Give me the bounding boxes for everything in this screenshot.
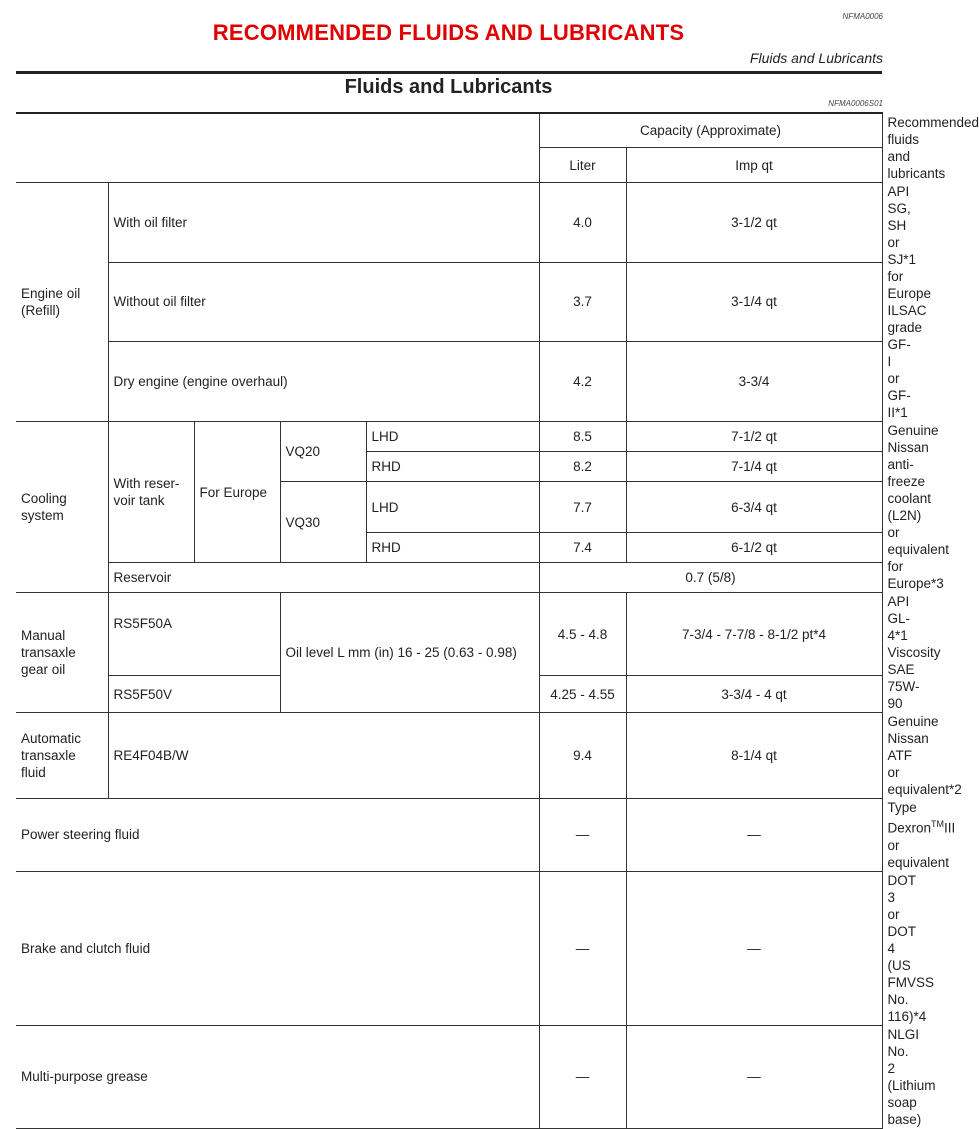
liter-cell: 7.7	[539, 482, 626, 533]
table-row: Automatic transaxle fluid RE4F04B/W 9.4 8-1/4 qt Genuine Nissan ATF or equivalent*2	[16, 713, 882, 799]
automatic-label: Automatic transaxle fluid	[16, 713, 108, 799]
dexron-text: Type Dexron	[887, 800, 932, 836]
vq20-label: VQ20	[280, 422, 366, 482]
impqt-cell: —	[626, 871, 882, 1025]
vq30-label: VQ30	[280, 482, 366, 563]
page-title: RECOMMENDED FLUIDS AND LUBRICANTS	[212, 20, 685, 45]
manual-label: Manual transaxle gear oil	[16, 593, 108, 713]
liter-cell: —	[539, 871, 626, 1025]
header-impqt: Imp qt	[626, 148, 882, 183]
oil-level-label: Oil level L mm (in) 16 - 25 (0.63 - 0.98)	[280, 593, 539, 713]
table-row: Cooling system With reser- voir tank For Europe VQ20 LHD 8.5 7-1/2 qt Genuine Nissan anti-freeze coolant (L2N) or equivalent for Europe*3	[16, 422, 882, 452]
with-reservoir-label: With reser- voir tank	[108, 422, 194, 563]
impqt-cell: 7-1/2 qt	[626, 422, 882, 452]
impqt-cell: 7-1/4 qt	[626, 452, 882, 482]
row-label: Dry engine (engine overhaul)	[108, 342, 539, 422]
doc-code: NFMA0006	[842, 12, 883, 21]
side-label: RHD	[366, 452, 539, 482]
table-row	[16, 342, 882, 422]
header-blank	[16, 113, 539, 183]
table-title: Fluids and Lubricants	[344, 76, 553, 98]
section-label: Fluids and Lubricants	[749, 50, 883, 66]
impqt-cell: —	[626, 1025, 882, 1128]
row-label: Without oil filter	[108, 262, 539, 342]
liter-cell: 4.0	[539, 183, 626, 263]
side-label: LHD	[366, 482, 539, 533]
table-row	[16, 563, 882, 593]
side-label: RHD	[366, 533, 539, 563]
model-label: RE4F04B/W	[108, 713, 539, 799]
liter-cell: —	[539, 1025, 626, 1128]
liter-cell: 8.5	[539, 422, 626, 452]
liter-cell: 8.2	[539, 452, 626, 482]
liter-cell: 4.5 - 4.8	[539, 593, 626, 676]
grease-label: Multi-purpose grease	[16, 1025, 539, 1128]
trademark-mark: TM	[931, 819, 945, 829]
dexron-suffix: III or equivalent	[887, 820, 956, 870]
table-row: Manual transaxle gear oil RS5F50A Oil level L mm (in) 16 - 25 (0.63 - 0.98) 4.5 - 4.8 7-3/4 - 7-7/8 - 8-1/2 pt*4 API GL-4*1 Viscosity SAE 75W-90	[16, 593, 882, 676]
reservoir-label: Reservoir	[108, 563, 539, 593]
side-label: LHD	[366, 422, 539, 452]
power-steering-label: Power steering fluid	[16, 799, 539, 872]
header-capacity: Capacity (Approximate)	[539, 113, 882, 148]
table-row	[16, 799, 882, 872]
impqt-cell: 3-1/4 qt	[626, 262, 882, 342]
liter-cell: 7.4	[539, 533, 626, 563]
liter-cell: 4.2	[539, 342, 626, 422]
for-europe-label: For Europe	[194, 422, 280, 563]
model-label: RS5F50A	[108, 593, 280, 676]
liter-cell: 9.4	[539, 713, 626, 799]
impqt-cell: 8-1/4 qt	[626, 713, 882, 799]
impqt-cell: 7-3/4 - 7-7/8 - 8-1/2 pt*4	[626, 593, 882, 676]
impqt-cell: 6-1/2 qt	[626, 533, 882, 563]
table-row	[16, 262, 882, 342]
reservoir-value: 0.7 (5/8)	[539, 563, 882, 593]
table-code: NFMA0006S01	[828, 99, 883, 108]
engine-oil-label: Engine oil (Refill)	[16, 183, 108, 422]
header-row: Capacity (Approximate) Recommended fluids and lubricants	[16, 113, 882, 148]
impqt-cell: 6-3/4 qt	[626, 482, 882, 533]
impqt-cell: 3-1/2 qt	[626, 183, 882, 263]
liter-cell: 4.25 - 4.55	[539, 676, 626, 713]
table-row: Multi-purpose grease — — NLGI No. 2 (Lithium soap base)	[16, 1025, 882, 1128]
impqt-cell: 3-3/4 - 4 qt	[626, 676, 882, 713]
fluids-table	[16, 112, 979, 1129]
model-label: RS5F50V	[108, 676, 280, 713]
brake-label: Brake and clutch fluid	[16, 871, 539, 1025]
table-row: Brake and clutch fluid — — DOT 3 or DOT 4 (US FMVSS No. 116)*4	[16, 871, 882, 1025]
table-row: Engine oil (Refill) With oil filter 4.0 3-1/2 qt API SG, SH or SJ*1 for Europe ILSAC grade GF-I or GF-II*1	[16, 183, 882, 263]
cooling-label: Cooling system	[16, 422, 108, 593]
row-label: With oil filter	[108, 183, 539, 263]
header-rule	[16, 71, 882, 74]
impqt-cell: —	[626, 799, 882, 872]
header-liter: Liter	[539, 148, 626, 183]
impqt-cell: 3-3/4	[626, 342, 882, 422]
liter-cell: —	[539, 799, 626, 872]
liter-cell: 3.7	[539, 262, 626, 342]
